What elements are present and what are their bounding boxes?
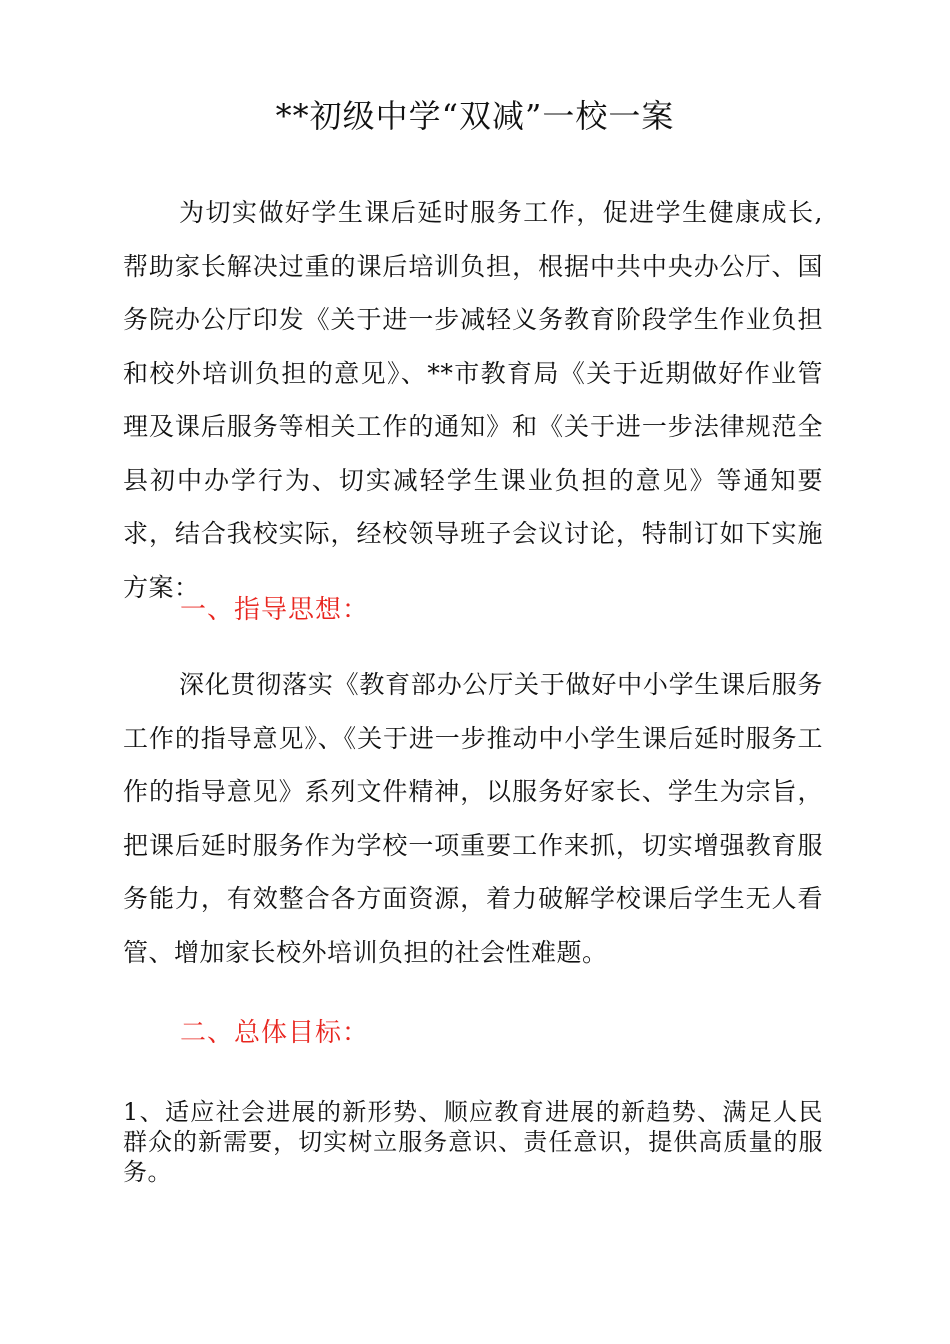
overall-goals-item-1: 1、适应社会进展的新形势、顺应教育进展的新趋势、满足人民群众的新需要，切实树立服务意识、责任意识，提供高质量的服务。 <box>123 1098 823 1186</box>
document-title: **初级中学“双减”一校一案 <box>275 97 675 135</box>
section-heading-guiding-ideology: 一、指导思想： <box>180 595 370 625</box>
guiding-ideology-paragraph: 深化贯彻落实《教育部办公厅关于做好中小学生课后服务工作的指导意见》、《关于进一步推动中小学生课后延时服务工作的指导意见》系列文件精神，以服务好家长、学生为宗旨，把课后延时服务作为学校一项重要工作来抓，切实增强教育服务能力，有效整合各方面资源，着力破解学校课后学生无人看管、增加家长校外培训负担的社会性难题。 <box>123 670 823 967</box>
intro-paragraph: 为切实做好学生课后延时服务工作，促进学生健康成长,帮助家长解决过重的课后培训负担，根据中共中央办公厅、国务院办公厅印发《关于进一步减轻义务教育阶段学生作业负担和校外培训负担的意见》、**市教育局《关于近期做好作业管理及课后服务等相关工作的通知》和《关于进一步法律规范全县初中办学行为、切实减轻学生课业负担的意见》等通知要求，结合我校实际，经校领导班子会议讨论，特制订如下实施方案： <box>123 198 823 602</box>
section-heading-overall-goals: 二、总体目标： <box>180 1018 370 1048</box>
